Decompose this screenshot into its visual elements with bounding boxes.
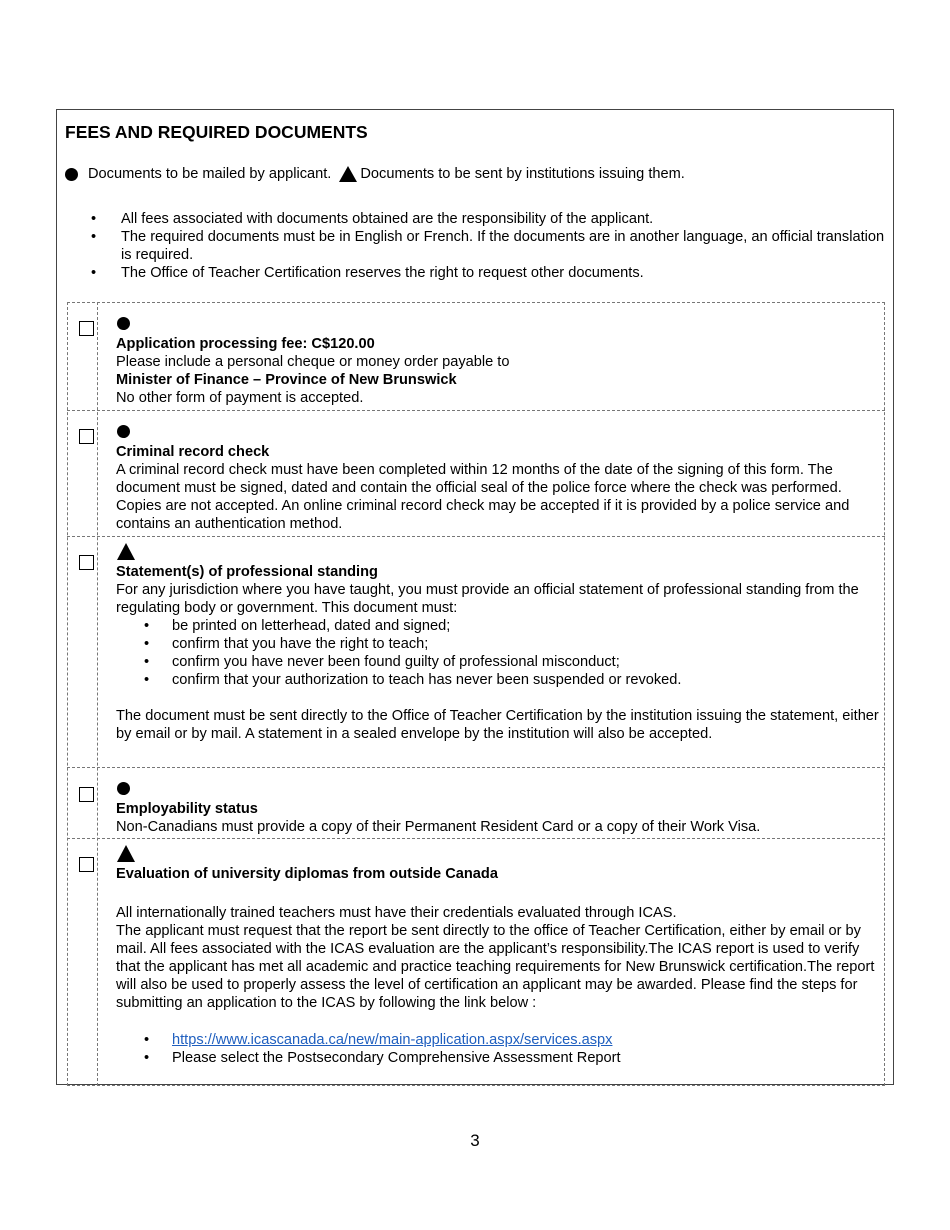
employability-cell bbox=[116, 780, 882, 836]
circle-icon bbox=[117, 317, 130, 330]
diploma-evaluation-checkbox[interactable] bbox=[79, 857, 94, 872]
circle-icon bbox=[117, 782, 130, 795]
list-item: • confirm that your authorization to teach has never been suspended or revoked. bbox=[116, 671, 882, 689]
table-row bbox=[67, 410, 885, 536]
legend bbox=[65, 163, 685, 185]
diploma-evaluation-links bbox=[116, 1031, 882, 1067]
professional-standing-intro: For any jurisdiction where you have taught, you must provide an official statement of professional standing from the regulating body or government. This document must: bbox=[116, 582, 859, 616]
professional-standing-requirements bbox=[116, 617, 882, 689]
list-item: • Please select the Postsecondary Comprehensive Assessment Report bbox=[116, 1049, 882, 1067]
circle-icon bbox=[65, 168, 78, 181]
fee-cell bbox=[116, 315, 882, 407]
professional-standing-cell bbox=[116, 543, 882, 743]
list-item: • The required documents must be in English or French. If the documents are in another language, an official translation is required. bbox=[65, 228, 885, 264]
list-item: • confirm you have never been found guilty of professional misconduct; bbox=[116, 653, 882, 671]
criminal-check-checkbox[interactable] bbox=[79, 429, 94, 444]
section-title: FEES AND REQUIRED DOCUMENTS bbox=[65, 122, 368, 142]
table-row bbox=[67, 838, 885, 1086]
list-item: • confirm that you have the right to teach; bbox=[116, 635, 882, 653]
fee-payment-note: No other form of payment is accepted. bbox=[116, 390, 364, 406]
fee-heading: Application processing fee: C$120.00 bbox=[116, 336, 375, 352]
diploma-evaluation-cell bbox=[116, 845, 882, 1067]
employability-heading: Employability status bbox=[116, 801, 258, 817]
fee-checkbox[interactable] bbox=[79, 321, 94, 336]
table-row bbox=[67, 536, 885, 767]
column-divider bbox=[97, 302, 98, 1086]
diploma-evaluation-body: The applicant must request that the report be sent directly to the office of Teacher Certification, either by email or by mail. All fees associated with the ICAS evaluation are the applicant’s responsibility.The ICAS report is used to verify that the applicant has met all academic and practice teaching requirements for New Brunswick certification.The report will also be used to properly assess the level of certification an applicant may be awarded. Please find the steps for submitting an application to the ICAS by following the link below : bbox=[116, 923, 875, 1011]
professional-standing-outro: The document must be sent directly to the Office of Teacher Certification by the institution issuing the statement, either by email or by mail. A statement in a sealed envelope by the institution will also be accepted. bbox=[116, 708, 879, 742]
diploma-evaluation-line1: All internationally trained teachers must have their credentials evaluated through ICAS. bbox=[116, 905, 677, 921]
criminal-check-body: A criminal record check must have been completed within 12 months of the date of the signing of this form. The document must be signed, dated and contain the official seal of the police force where the check was performed. Copies are not accepted. An online criminal record check may be accepted if it is provided by a police service and contains an authentication method. bbox=[116, 462, 850, 532]
diploma-evaluation-heading: Evaluation of university diplomas from outside Canada bbox=[116, 866, 498, 882]
list-item: • be printed on letterhead, dated and signed; bbox=[116, 617, 882, 635]
professional-standing-checkbox[interactable] bbox=[79, 555, 94, 570]
page-number: 3 bbox=[470, 1131, 480, 1150]
icas-link[interactable]: https://www.icascanada.ca/new/main-application.aspx/services.aspx bbox=[172, 1032, 613, 1048]
notes-list bbox=[65, 210, 885, 282]
legend-mailed-text: Documents to be mailed by applicant. bbox=[88, 166, 332, 182]
list-item: • The Office of Teacher Certification reserves the right to request other documents. bbox=[65, 264, 885, 282]
triangle-icon bbox=[117, 543, 135, 560]
triangle-icon bbox=[339, 166, 357, 182]
professional-standing-heading: Statement(s) of professional standing bbox=[116, 564, 378, 580]
employability-checkbox[interactable] bbox=[79, 787, 94, 802]
criminal-check-cell bbox=[116, 423, 882, 533]
list-item: • All fees associated with documents obtained are the responsibility of the applicant. bbox=[65, 210, 885, 228]
fees-documents-section bbox=[56, 109, 894, 1085]
triangle-icon bbox=[117, 845, 135, 862]
table-row bbox=[67, 767, 885, 838]
fee-payment-pre: Please include a personal cheque or money order payable to bbox=[116, 354, 510, 370]
circle-icon bbox=[117, 425, 130, 438]
list-item bbox=[116, 1031, 882, 1049]
fee-payee bbox=[116, 371, 796, 389]
fee-payee-text: Minister of Finance – Province of New Brunswick bbox=[116, 372, 457, 388]
criminal-check-heading: Criminal record check bbox=[116, 444, 270, 460]
legend-sent-text: Documents to be sent by institutions issuing them. bbox=[360, 166, 685, 182]
table-row bbox=[67, 302, 885, 410]
documents-table bbox=[67, 302, 885, 1086]
employability-body: Non-Canadians must provide a copy of their Permanent Resident Card or a copy of their Work Visa. bbox=[116, 819, 761, 835]
fee-payment-text bbox=[116, 353, 882, 389]
